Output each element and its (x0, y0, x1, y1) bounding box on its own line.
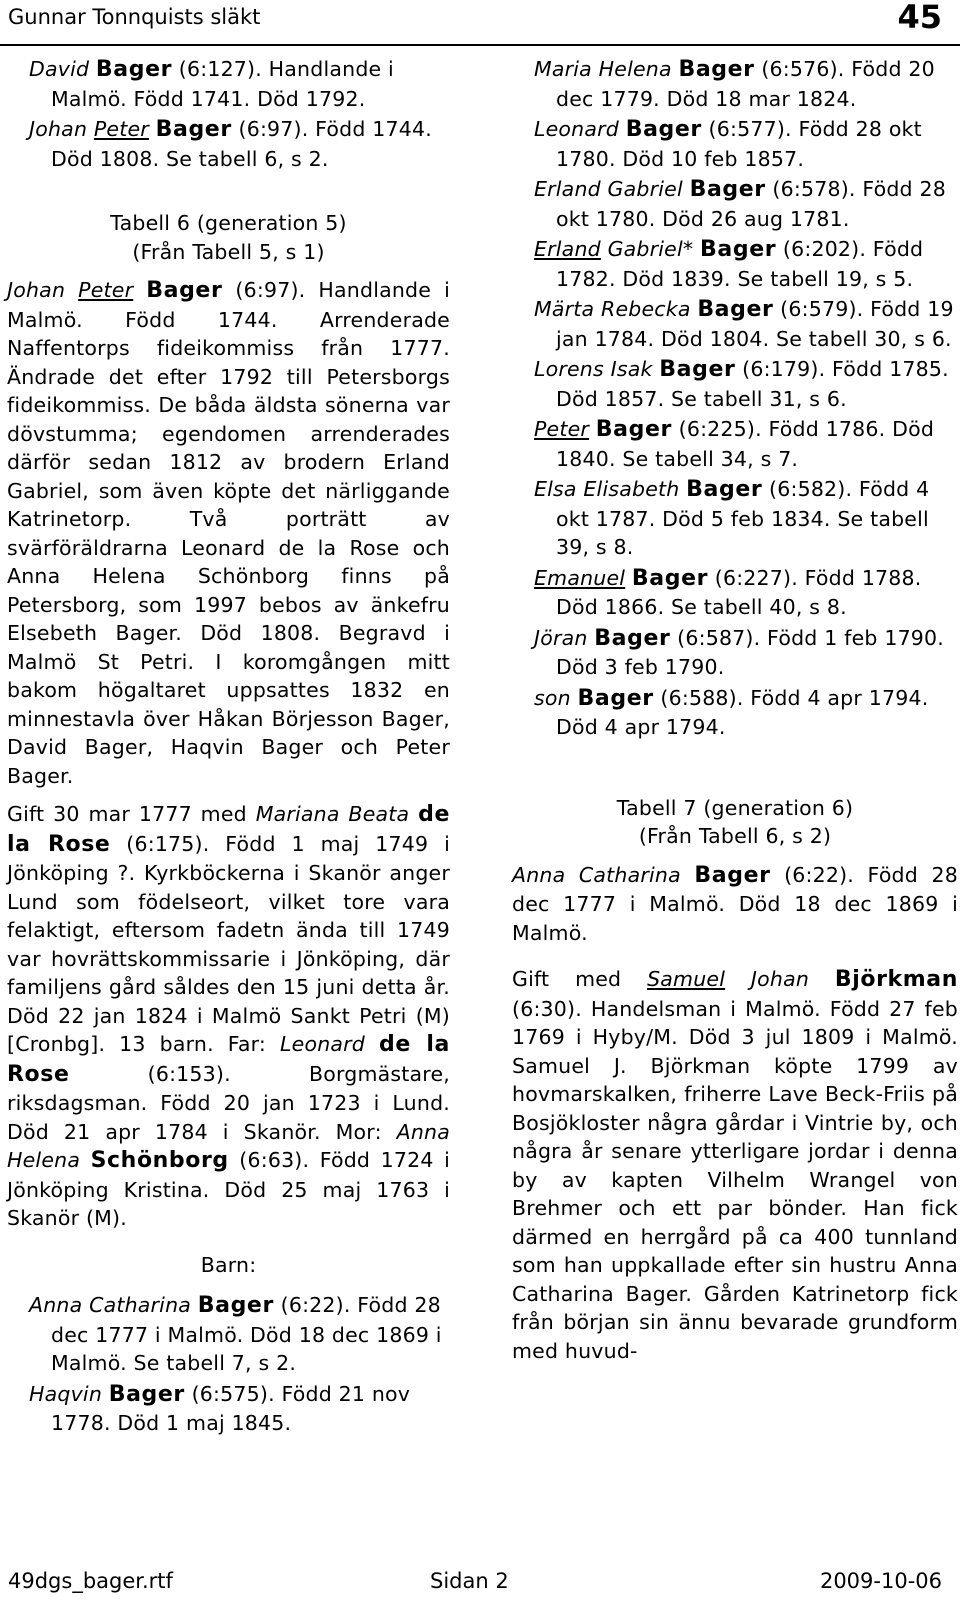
children-heading: Barn: (200, 1252, 257, 1277)
table-source: (Från Tabell 5, s 1) (132, 239, 325, 264)
list-item: Haqvin Bager (6:575). Född 21 nov 1778. Död 1 maj 1845. (29, 1381, 411, 1435)
footer-date: 2009-10-06 (819, 1569, 942, 1593)
list-item: Anna Catharina Bager (6:22). Född 28 dec 1777 i Malmö. Död 18 dec 1869 i Malmö. Se tabell 7, s 2. (29, 1293, 442, 1375)
header-rule (0, 44, 960, 46)
list-item: Lorens Isak Bager (6:179). Född 1785. Död 1857. Se tabell 31, s 6. (534, 357, 949, 411)
footer-filename: 49dgs_bager.rtf (8, 1569, 173, 1593)
list-item: Erland Gabriel* Bager (6:202). Född 1782. Död 1839. Se tabell 19, s 5. (534, 237, 924, 291)
footer-sheet: Sidan 2 (430, 1569, 509, 1593)
list-item: Johan Peter Bager (6:97). Född 1744. Död 1808. Se tabell 6, s 2. (29, 117, 432, 171)
list-item: Jöran Bager (6:587). Född 1 feb 1790. Död 3 feb 1790. (534, 625, 945, 679)
page-number: 45 (897, 0, 942, 36)
list-item: Märta Rebecka Bager (6:579). Född 19 jan 1784. Död 1804. Se tabell 30, s 6. (534, 297, 954, 351)
left-top-entries (7, 55, 450, 173)
marriage-paragraph: Gift med Samuel Johan Björkman (6:30). Handelsman i Malmö. Född 27 feb 1769 i Hyby/M. Död 3 jul 1809 i Malmö. Samuel J. Björkman köpte 1799 av hovmarskalken, friherre Lave Beck-Friis på Bosjökloster några gårdar i Vintrie by, och några år senare ytterligare jordar i denna by av kapten Vilhelm Wrangel von Brehmer och ett par bönder. Han fick därmed en herrgård på ca 400 tunnland som han uppkallade efter sin hustru Anna Catharina Bager. Gården Katrinetorp fick från början sin ännu bevarade grundform med huvud- (512, 967, 958, 1363)
list-item: Erland Gabriel Bager (6:578). Född 28 okt 1780. Död 26 aug 1781. (534, 177, 946, 231)
main-person-paragraph: Johan Peter Bager (6:97). Handlande i Malmö. Född 1744. Arrenderade Naffentorps fideikommiss från 1777. Ändrade det efter 1792 till Petersborgs fideikommiss. De båda äldsta sönerna var dövstumma; egendomen arrenderades därför sedan 1812 av brodern Erland Gabriel, som även köpte det närliggande Katrinetorp. Två porträtt av svärföräldrarna Leonard de la Rose och Anna Helena Schönborg finns på Petersborg, som 1997 bebos av änkefru Elsebeth Bager. Död 1808. Begravd i Malmö St Petri. I koromgången mitt bakom högaltaret uppsattes 1832 en minnestavla över Håkan Börjesson Bager, David Bager, Haqvin Bager och Peter Bager. (7, 278, 450, 788)
table-heading: Tabell 6 (generation 5) (110, 211, 347, 235)
marriage-paragraph: Gift 30 mar 1777 med Mariana Beata de la Rose (6:175). Född 1 maj 1749 i Jönköping ?. Kyrkböckerna i Skanör anger Lund som födelseort, vilket tore vara felaktigt, eftersom fadetn ända till 1749 var hovrättskommissarie i Jönköping, där familjens gård såldes den 15 juni detta år. Död 22 jan 1824 i Malmö Sankt Petri (M) [Cronbg]. 13 barn. Far: Leonard de la Rose (6:153). Borgmästare, riksdagsman. Född 20 jan 1723 i Lund. Död 21 apr 1784 i Skanör. Mor: Anna Helena Schönborg (6:63). Född 1724 i Jönköping Kristina. Död 25 maj 1763 i Skanör (M). (7, 802, 451, 1230)
right-column (512, 55, 958, 1365)
list-item: Maria Helena Bager (6:576). Född 20 dec 1779. Död 18 mar 1824. (534, 57, 935, 111)
left-column (7, 55, 450, 1440)
list-item: Elsa Elisabeth Bager (6:582). Född 4 okt 1787. Död 5 feb 1834. Se tabell 39, s 8. (534, 477, 930, 559)
children-list (7, 1291, 450, 1438)
children-list-continued (512, 55, 958, 742)
list-item: David Bager (6:127). Handlande i Malmö. Född 1741. Död 1792. (29, 57, 394, 111)
list-item: Emanuel Bager (6:227). Född 1788. Död 1866. Se tabell 40, s 8. (534, 565, 922, 619)
running-title: Gunnar Tonnquists släkt (8, 5, 261, 29)
list-item: Peter Bager (6:225). Född 1786. Död 1840. Se tabell 34, s 7. (534, 417, 935, 471)
main-person-paragraph: Anna Catharina Bager (6:22). Född 28 dec 1777 i Malmö. Död 18 dec 1869 i Malmö. (512, 862, 959, 945)
list-item: son Bager (6:588). Född 4 apr 1794. Död 4 apr 1794. (534, 685, 929, 739)
list-item: Leonard Bager (6:577). Född 28 okt 1780. Död 10 feb 1857. (534, 117, 922, 171)
table-source: (Från Tabell 6, s 2) (638, 824, 832, 848)
table-heading: Tabell 7 (generation 6) (616, 795, 854, 820)
